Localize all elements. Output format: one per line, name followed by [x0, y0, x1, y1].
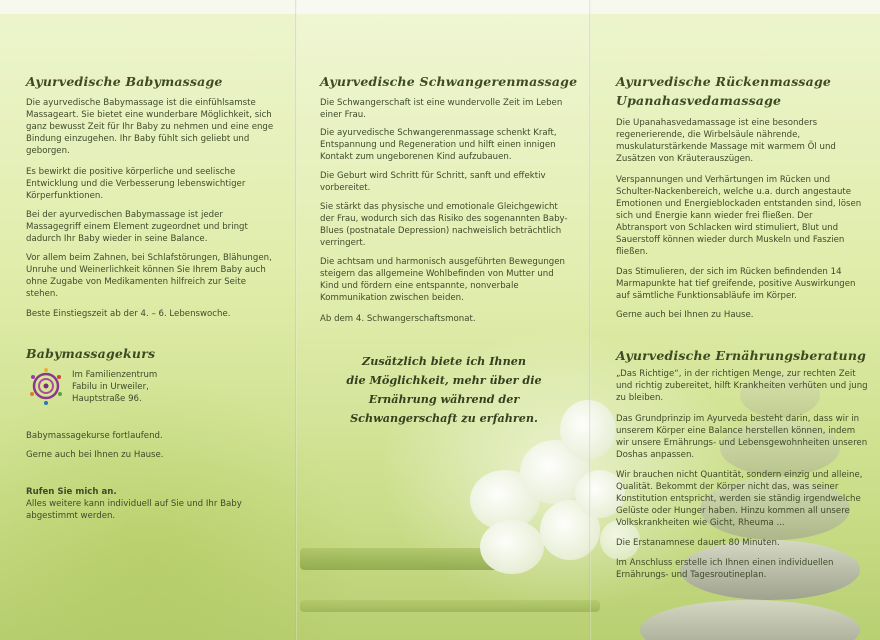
course-home-visit: Gerne auch bei Ihnen zu Hause. — [26, 450, 164, 460]
pregnancy-paragraph-3: Die Geburt wird Schritt für Schritt, sanft und effektiv vorbereitet. — [320, 171, 546, 193]
call-title: Rufen Sie mich an. — [26, 487, 117, 497]
babymassage-paragraph-3: Bei der ayurvedischen Babymassage ist jeder Massagegriff einem Element zugeordnet und bringt dadurch Ihr Baby wieder in seine Balance. — [26, 210, 248, 244]
babymassage-paragraph-2: Es bewirkt die positive körperliche und seelische Entwicklung und die Verbesserung lebenswichtiger Körperfunktionen. — [26, 167, 246, 201]
address-line-2: Fabilu in Urweiler, — [72, 382, 149, 392]
panel-middle — [296, 0, 590, 640]
babymassage-paragraph-4: Vor allem beim Zahnen, bei Schlafstörungen, Blähungen, Unruhe und Weinerlichkeit können Sie Ihrem Baby auch ohne Zugabe von Medikamenten hilfreich zur Seite stehen. — [26, 253, 272, 299]
address-line-3: Hauptstraße 96. — [72, 394, 142, 404]
course-title: Babymassagekurs — [26, 346, 156, 361]
babymassage-paragraph-1: Die ayurvedische Babymassage ist die einfühlsamste Massageart. Sie bietet eine wunderbare Möglichkeit, sich ganz bewusst Zeit für Ihr Baby zu nehmen und eine enge Bindung einzugehen. Ihr Baby fühlt sich geliebt und geborgen. — [26, 98, 274, 156]
address-line-1: Im Familienzentrum — [72, 370, 158, 380]
nutrition-paragraph-1: „Das Richtige“, in der richtigen Menge, zur rechten Zeit und richtig zubereitet, hilft Krankheiten verhüten und jung zu bleiben. — [616, 369, 868, 403]
back-massage-subtitle: Upanahasvedamassage — [616, 93, 782, 108]
call-text: Alles weitere kann individuell auf Sie und Ihr Baby abgestimmt werden. — [26, 499, 242, 521]
panel-left — [0, 0, 296, 640]
back-paragraph-1: Die Upanahasvedamassage ist eine besonders regenerierende, die Wirbelsäule nährende, muskulaturstärkende Massage mit warmem Öl und Zusätzen von Kräuterauszügen. — [616, 118, 836, 164]
pregnancy-paragraph-5: Die achtsam und harmonisch ausgeführten Bewegungen steigern das allgemeine Wohlbefinden von Mutter und Kind und fördern eine entspannte, nonverbale Kommunikation zwischen beiden. — [320, 257, 565, 303]
back-paragraph-3: Das Stimulieren, der sich im Rücken befindenden 14 Marmapunkte hat tief greifende, positive Auswirkungen auf sämtliche Funktionsabläufe im Körper. — [616, 267, 856, 301]
panel-right — [590, 0, 880, 640]
quote-line: Schwangerschaft zu erfahren. — [350, 411, 538, 425]
nutrition-paragraph-5: Im Anschluss erstelle ich Ihnen einen individuellen Ernährungs- und Tagesroutineplan. — [616, 558, 834, 580]
nutrition-title: Ayurvedische Ernährungsberatung — [616, 348, 867, 363]
quote-line: Zusätzlich biete ich Ihnen — [362, 354, 526, 368]
back-paragraph-4: Gerne auch bei Ihnen zu Hause. — [616, 310, 754, 320]
back-paragraph-2: Verspannungen und Verhärtungen im Rücken und Schulter-Nackenbereich, welche u.a. durch angestaute Emotionen und Energieblockaden entstanden sind, lösen sich und Energie kann wieder frei fließen. Der Abtransport von Schlacken wird stimuliert, Blut und Sauerstoff können wieder durch Muskeln und Faszien fließen. — [616, 175, 862, 257]
pregnancy-paragraph-1: Die Schwangerschaft ist eine wundervolle Zeit im Leben einer Frau. — [320, 98, 563, 120]
quote-line: Ernährung während der — [368, 392, 520, 406]
nutrition-paragraph-4: Die Erstanamnese dauert 80 Minuten. — [616, 538, 780, 548]
course-schedule: Babymassagekurse fortlaufend. — [26, 431, 163, 441]
pregnancy-massage-title: Ayurvedische Schwangerenmassage — [320, 74, 578, 89]
mandala-logo-icon — [28, 366, 64, 406]
back-massage-title: Ayurvedische Rückenmassage — [616, 74, 832, 89]
nutrition-quote — [316, 352, 572, 428]
nutrition-paragraph-3: Wir brauchen nicht Quantität, sondern einzig und alleine, Qualität. Bekommt der Körper nicht das, was seiner Konstitution entspricht, werden sie ständig irgendwelche Gelüste oder Hunger haben. Hinzu kommen all unsere Volkskrankheiten wie Gicht, Rheuma ... — [616, 470, 863, 528]
babymassage-paragraph-5: Beste Einstiegszeit ab der 4. – 6. Lebenswoche. — [26, 309, 231, 319]
pregnancy-paragraph-4: Sie stärkt das physische und emotionale Gleichgewicht der Frau, wodurch sich das Risiko des sogenannten Baby-Blues (postnatale Depression) nachweislich beträchtlich verringert. — [320, 202, 568, 248]
quote-line: die Möglichkeit, mehr über die — [346, 373, 542, 387]
pregnancy-paragraph-2: Die ayurvedische Schwangerenmassage schenkt Kraft, Entspannung und Regeneration und hilft einen innigen Kontakt zum ungeborenen Kind aufzubauen. — [320, 128, 557, 162]
pregnancy-paragraph-6: Ab dem 4. Schwangerschaftsmonat. — [320, 314, 476, 324]
babymassage-title: Ayurvedische Babymassage — [26, 74, 223, 89]
nutrition-paragraph-2: Das Grundprinzip im Ayurveda besteht darin, dass wir in unserem Körper eine Balance herstellen können, indem wir unsere Ernährungs- und Lebensgewohnheiten unseren Doshas anpassen. — [616, 414, 868, 460]
